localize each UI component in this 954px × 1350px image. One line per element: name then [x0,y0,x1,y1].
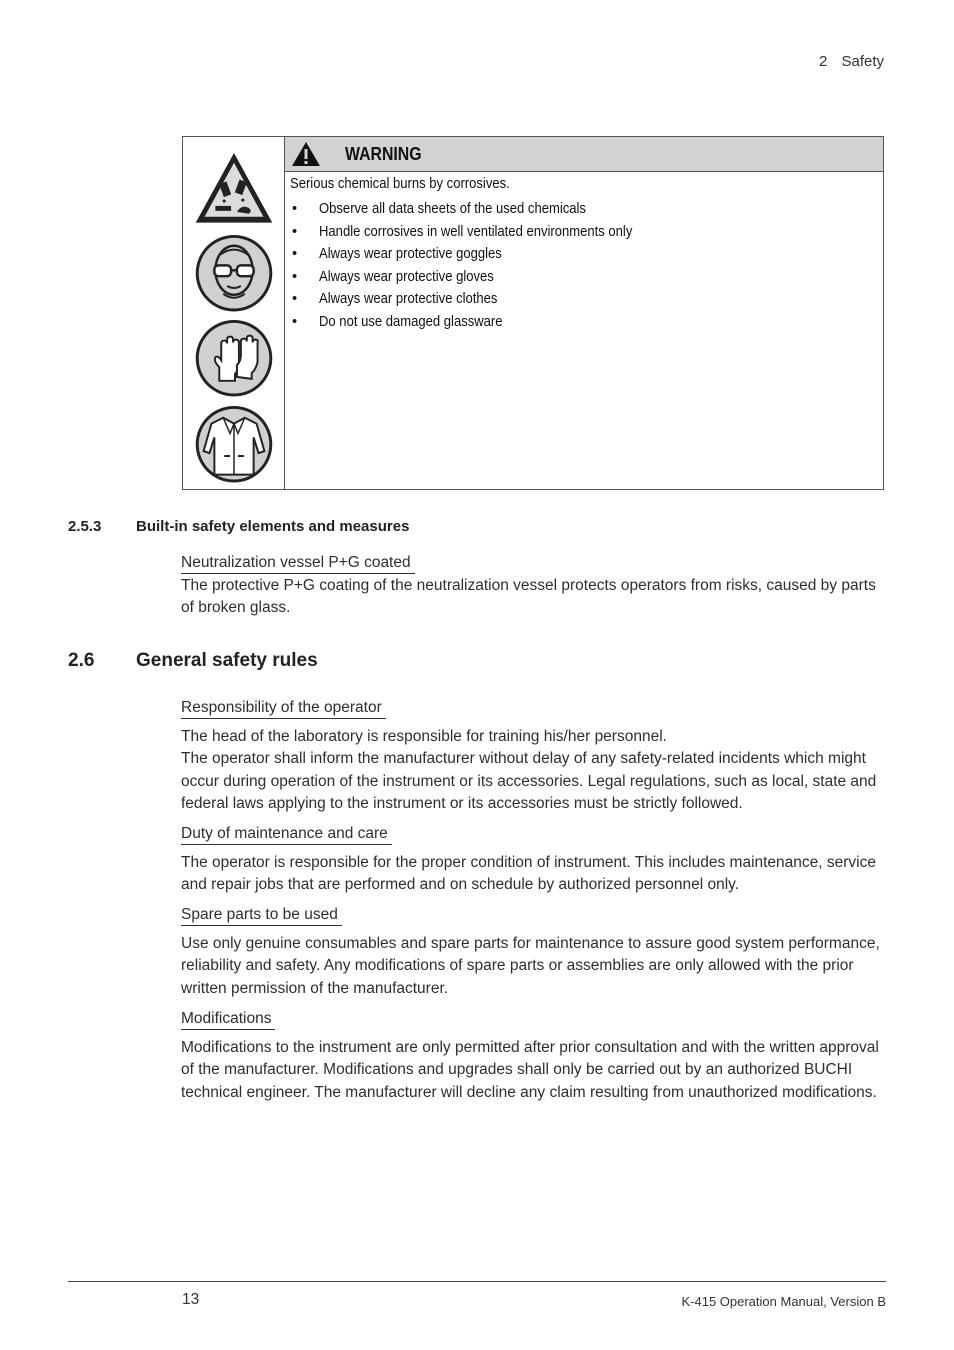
bullet: • [292,223,298,240]
list-item [290,223,883,246]
bullet: • [292,201,298,217]
list-item [290,290,883,313]
list-item-text: Observe all data sheets of the used chemicals [319,201,586,217]
page-number: 13 [182,1291,200,1308]
corrosive-hazard-icon [193,151,275,226]
paragraph: Use only genuine consumables and spare parts for maintenance to assure good system performance, reliability and safety. Any modifications of spare parts or assemblies are only allowed with the prior written permission of the manufacturer. [181,934,880,997]
paragraph: The protective P+G coating of the neutralization vessel protects operators from risks, caused by parts of broken glass. [181,576,876,616]
list-item-text: Handle corrosives in well ventilated environments only [319,223,633,240]
paragraph: The operator shall inform the manufacturer without delay of any safety-related incidents which might occur during operation of the instrument or its accessories. Legal regulations, such as local, state and federal laws applying to the instrument or its accessories must be strictly followed. [181,750,877,812]
list-item [290,245,883,268]
exclamation-triangle-icon [291,141,321,167]
paragraph: The head of the laboratory is responsible for training his/her personnel. [181,727,667,745]
warning-pictograms [183,137,285,489]
chapter-title: Safety [841,53,884,70]
warning-box [182,136,884,490]
list-item-text: Always wear protective gloves [319,268,494,285]
bullet: • [292,313,298,330]
list-item [290,200,883,223]
warning-label: WARNING [345,143,422,164]
section-title: Built-in safety elements and measures [136,518,410,535]
block-responsibility [181,697,887,816]
block-spare-parts [181,904,887,1000]
warning-intro: Serious chemical burns by corrosives. [290,176,510,192]
bullet: • [292,291,298,307]
manual-title: K-415 Operation Manual, Version B [681,1294,886,1309]
list-item [290,313,883,336]
paragraph: Modifications to the instrument are only permitted after prior consultation and with the written approval of the manufacturer. Modifications and upgrades shall only be carried out by an authorized BUCHI technical engineer. The manufacturer will decline any claim resulting from unauthorized modifications. [181,1038,879,1101]
list-item [290,268,883,291]
warning-body [285,172,883,335]
footer-divider [68,1281,886,1282]
subheading: Responsibility of the operator [181,698,386,719]
goggles-icon [193,233,275,313]
block-maintenance [181,823,887,897]
section-heading-2-5-3 [68,518,409,535]
running-header [819,53,884,70]
warning-content [285,137,883,489]
warning-list [290,200,883,335]
subheading: Neutralization vessel P+G coated [181,553,415,574]
subheading: Modifications [181,1009,275,1030]
list-item-text: Do not use damaged glassware [319,313,503,330]
chapter-number: 2 [818,53,828,70]
subheading: Spare parts to be used [181,905,342,926]
section-number: 2.6 [68,650,95,671]
gloves-icon [193,318,275,398]
list-item-text: Always wear protective goggles [319,246,502,262]
section-heading-2-6 [68,650,318,672]
list-item-text: Always wear protective clothes [319,291,498,307]
bullet: • [292,268,298,285]
subheading: Duty of maintenance and care [181,824,392,845]
paragraph: The operator is responsible for the proper condition of instrument. This includes maintenance, service and repair jobs that are performed and on schedule by authorized personnel only. [181,853,876,893]
section-number: 2.5.3 [68,518,102,535]
warning-header [285,137,883,172]
block-modifications [181,1008,887,1104]
bullet: • [292,246,298,262]
protective-coat-icon [193,404,275,484]
section-title: General safety rules [136,650,318,671]
section-2-5-3-body [181,552,887,620]
